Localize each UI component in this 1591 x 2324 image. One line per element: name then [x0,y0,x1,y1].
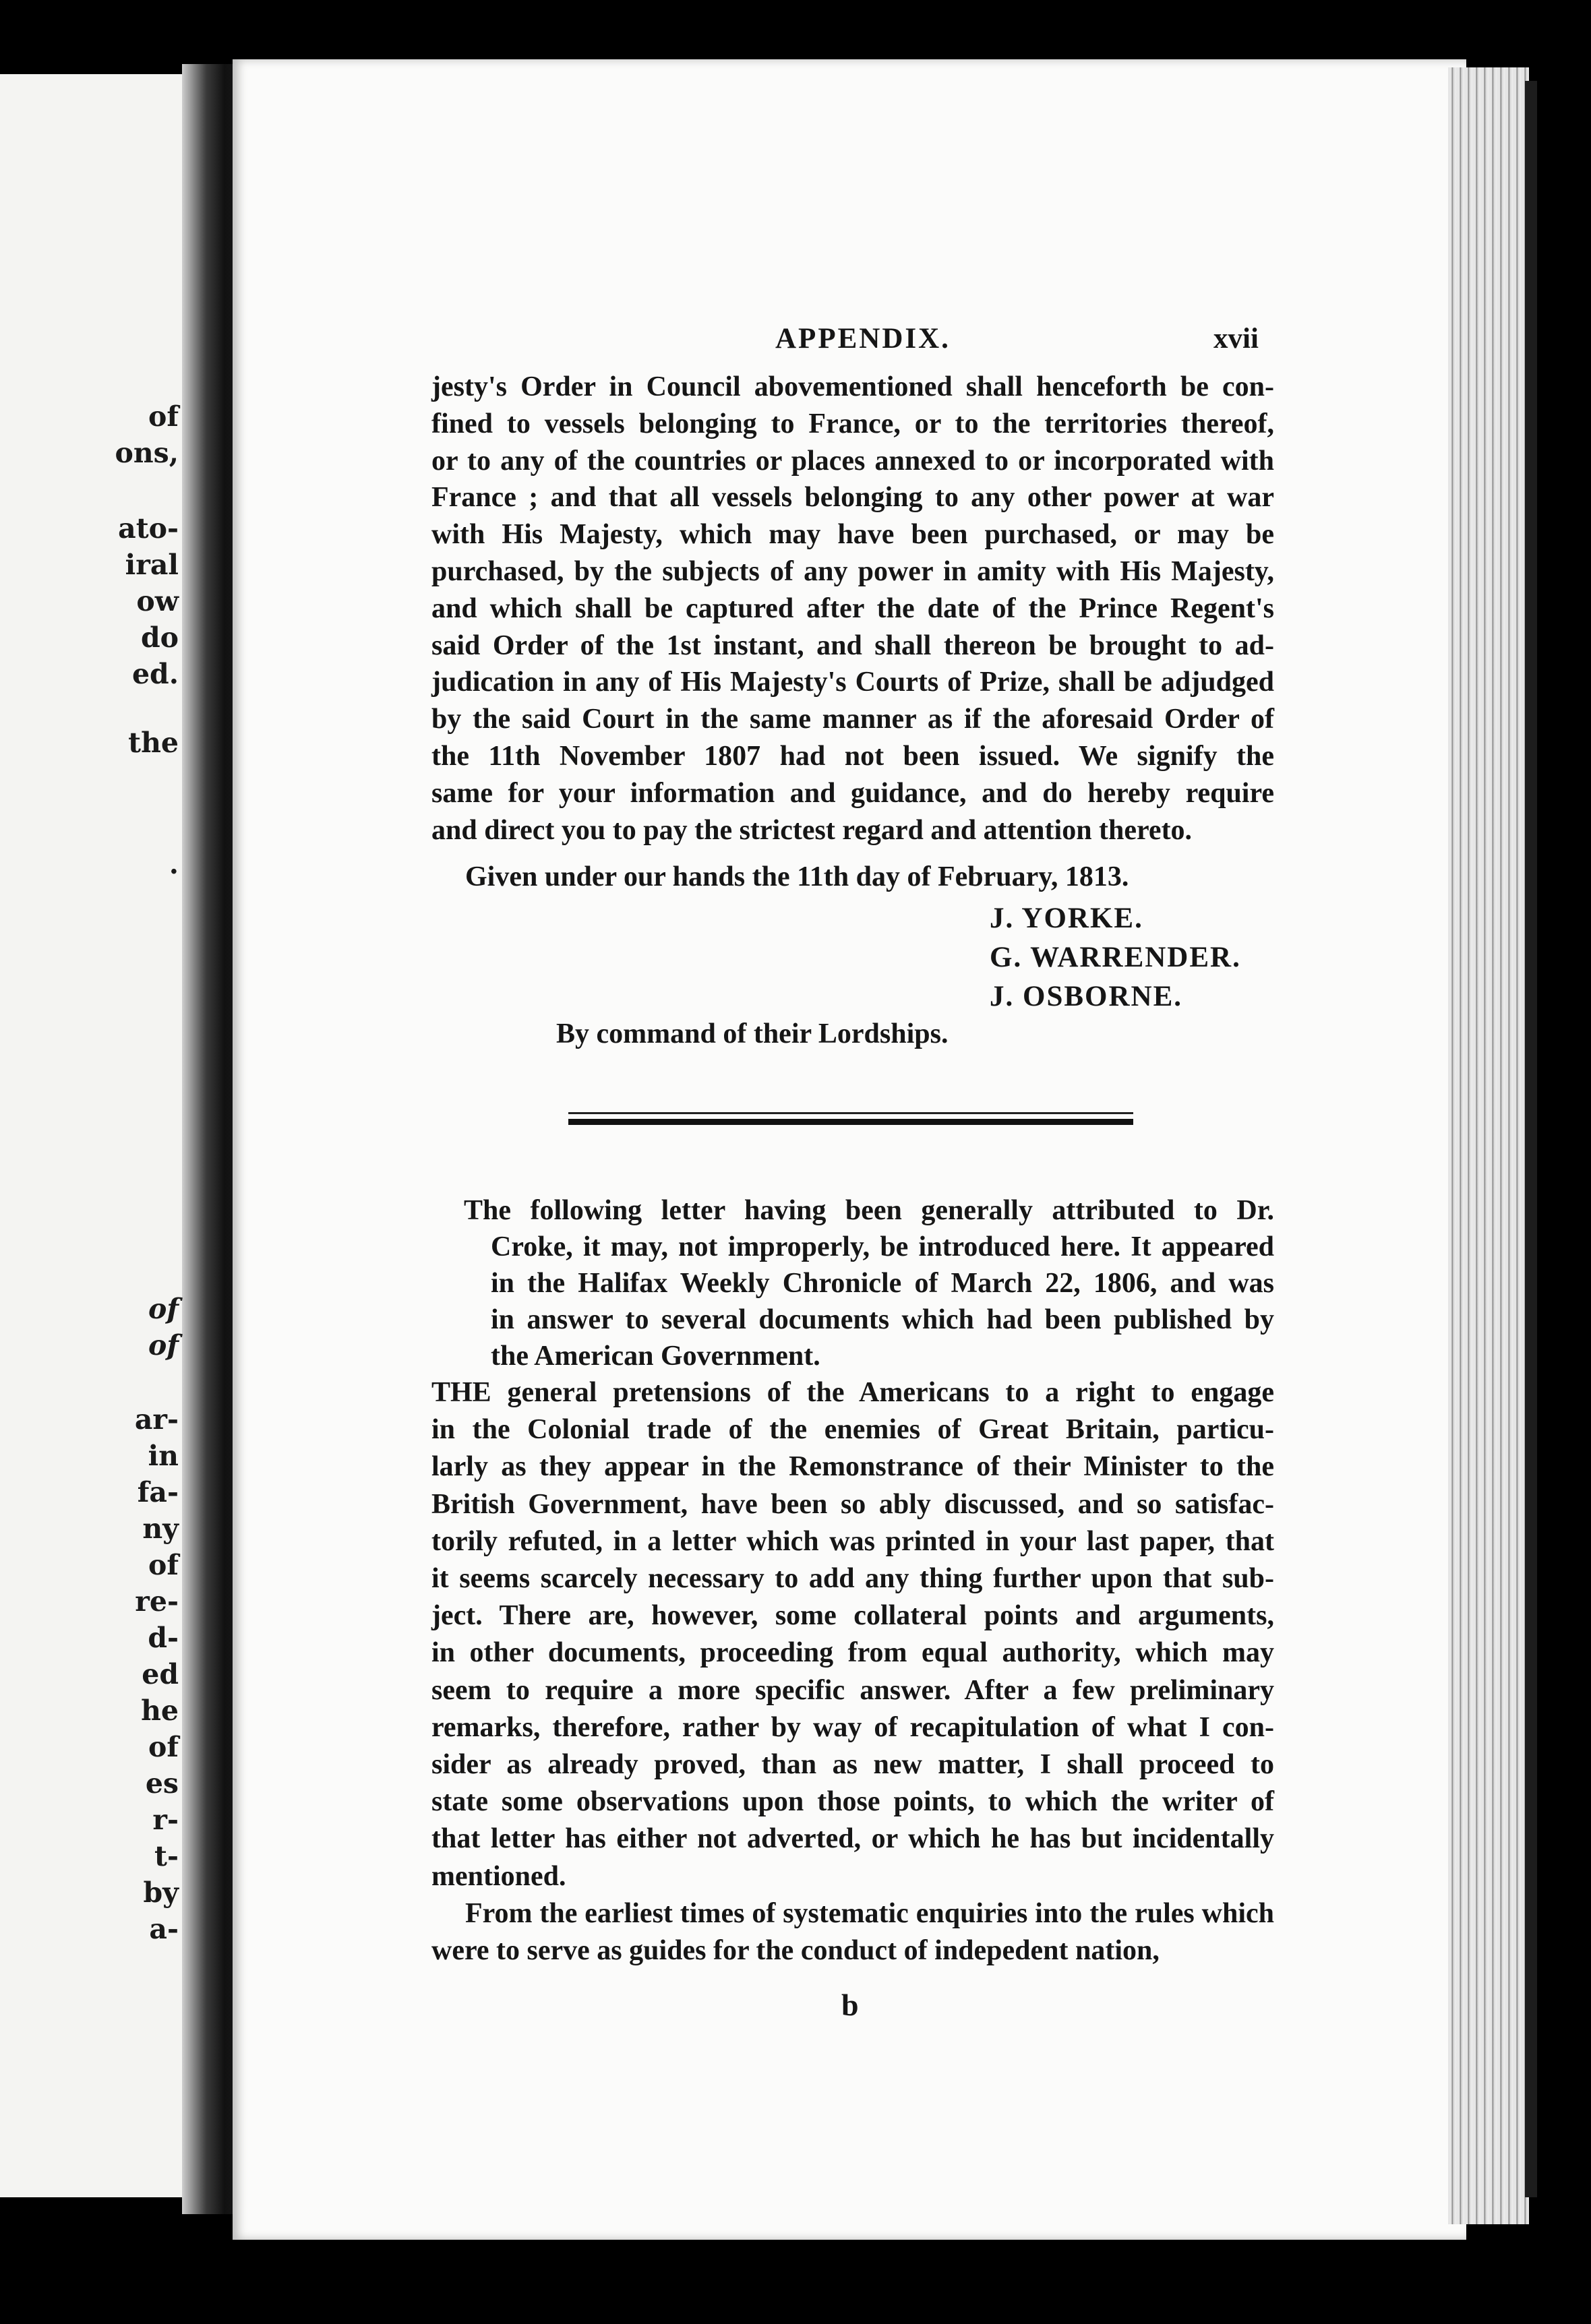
order-line: purchased, by the subjects of any power in amity with His Majesty, [431,556,1274,587]
letter-line: larly as they appear in the Remonstrance of their Minister to the [431,1451,1274,1483]
order-line: and direct you to pay the strictest regard and attention thereto. [431,814,1193,846]
letter-line: remarks, therefore, rather by way of recapitulation of what I con- [431,1711,1274,1743]
facing-page-fragment: r- [152,1804,179,1836]
letter-line: From the earliest times of systematic enquiries into the rules which [465,1897,1274,1929]
order-line: said Order of the 1st instant, and shall thereon be brought to ad- [431,630,1274,661]
order-line: same for your information and guidance, and do hereby require [431,777,1274,809]
facing-page-fragment: a- [149,1913,179,1945]
facing-page-fragment: of [148,1731,179,1763]
letter-line: in other documents, proceeding from equal authority, which may [431,1637,1274,1669]
letter-line: were to serve as guides for the conduct of indepedent nation, [431,1935,1160,1966]
facing-page-fragment: ow [136,585,179,617]
signatory-2: G. WARRENDER. [990,942,1241,973]
given-line-text: Given under our hands the 11th day of February, 1813. [465,861,1129,892]
facing-page-fragment: ar- [134,1403,179,1436]
letter-line: that letter has either not adverted, or which he has but incidentally [431,1823,1274,1855]
letter-line: sider as already proved, than as new matter, I shall proceed to [431,1749,1274,1780]
order-line: fined to vessels belonging to France, or to the territories thereof, [431,408,1274,439]
facing-page-fragment: ato- [118,512,179,545]
facing-page-fragment: ed. [131,658,179,690]
letter-line: THE general pretensions of the Americans to a right to engage [431,1377,1274,1408]
signature-mark: b [841,1988,859,2022]
facing-page-fragment: of [148,1549,179,1581]
facing-page-fragment: by [143,1876,179,1909]
section-rule-thin [568,1112,1133,1114]
facing-page-fragment: re- [135,1585,179,1618]
facing-page-fragment: of [148,400,179,433]
facing-page-fragment: d- [148,1622,179,1654]
by-command-line: By command of their Lordships. [556,1018,949,1049]
order-line: judication in any of His Majesty's Courts of Prize, shall be adjudged [431,667,1274,698]
page-edges [1448,67,1529,2224]
facing-page-fragment: he [141,1694,179,1727]
page-number: xvii [1213,323,1259,355]
letter-line: state some observations upon those points, to which the writer of [431,1786,1274,1818]
page-edge-shadow [1525,81,1537,2197]
facing-page-fragment: the [128,727,179,759]
order-line: France ; and that all vessels belonging to any other power at war [431,482,1274,514]
facing-page-fragment: t- [154,1840,179,1872]
facing-page-fragment: ons, [115,437,179,469]
given-line [465,863,1274,891]
intro-line: Croke, it may, not improperly, be introduced here. It appeared [491,1231,1274,1262]
facing-page-fragment: ed [142,1658,179,1690]
letter-line: British Government, have been so ably discussed, and so satisfac- [431,1488,1274,1520]
letter-line: ject. There are, however, some collateral points and arguments, [431,1600,1274,1632]
running-head: APPENDIX. [775,323,951,355]
signatory-1: J. YORKE. [990,903,1143,934]
letter-line: mentioned. [431,1860,566,1892]
intro-line: in the Halifax Weekly Chronicle of March 22, 1806, and was [491,1268,1274,1299]
signatory-3: J. OSBORNE. [990,981,1183,1012]
intro-line: The following letter having been generally attributed to Dr. [464,1195,1274,1226]
facing-page-fragment: in [148,1440,179,1472]
letter-line: it seems scarcely necessary to add any thing further upon that sub- [431,1563,1274,1594]
section-rule-thick [568,1119,1133,1125]
intro-line: the American Government. [491,1341,820,1372]
order-line: or to any of the countries or places annexed to or incorporated with [431,445,1274,477]
facing-page-fragment: fa- [137,1476,179,1508]
letter-line: in the Colonial trade of the enemies of Great Britain, particu- [431,1414,1274,1446]
letter-line: torily refuted, in a letter which was printed in your last paper, that [431,1525,1274,1557]
facing-page-fragment: iral [125,549,179,581]
facing-page-fragment: . [169,848,179,880]
order-line: with His Majesty, which may have been purchased, or may be [431,519,1274,551]
facing-page-fragment: of [148,1293,179,1325]
order-line: by the said Court in the same manner as if the aforesaid Order of [431,704,1274,735]
intro-line: in answer to several documents which had been published by [491,1304,1274,1335]
order-line: jesty's Order in Council abovementioned shall henceforth be con- [431,371,1274,402]
order-line: the 11th November 1807 had not been issued. We signify the [431,741,1274,772]
facing-page-fragment: of [148,1329,179,1362]
letter-line: seem to require a more specific answer. After a few preliminary [431,1674,1274,1706]
facing-page-fragment: es [145,1767,179,1800]
facing-page-fragment: do [140,621,179,654]
order-line: and which shall be captured after the date of the Prince Regent's [431,592,1274,624]
facing-page-fragment: ny [142,1512,179,1545]
